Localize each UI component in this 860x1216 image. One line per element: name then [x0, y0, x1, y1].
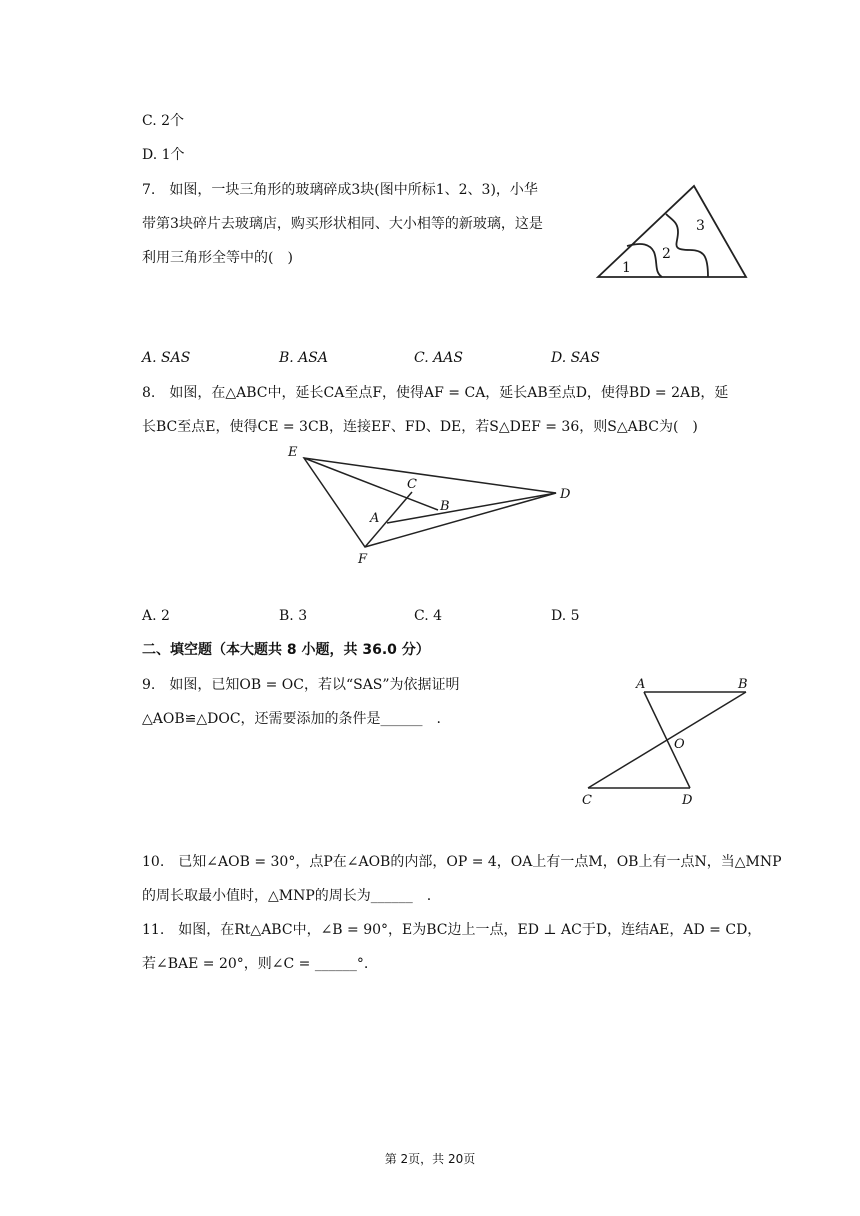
q8-triangle-figure	[280, 440, 580, 570]
option-d-prev: D. 1个	[142, 147, 185, 163]
q7-label-3: 3	[696, 218, 705, 234]
q11-line-1: 11. 如图，在Rt△ABC中，∠B = 90°，E为BC边上一点，ED ⊥ AC于D，连结AE，AD = CD，	[142, 922, 762, 938]
q11-line-2: 若∠BAE = 20°，则∠C = ______°.	[142, 956, 369, 972]
q8-label-a: A	[370, 511, 380, 526]
q7-triangle-figure	[592, 180, 752, 284]
q9-figure	[578, 674, 758, 808]
q8-option-d: D. 5	[551, 608, 580, 624]
q9-label-a: A	[636, 677, 646, 692]
page-number: 第 2页，共 20页	[384, 1152, 476, 1166]
q9-line-2: △AOB≌△DOC，还需要添加的条件是______ .	[142, 711, 442, 727]
q7-option-a: A. SAS	[142, 350, 191, 366]
q9-label-b: B	[738, 677, 748, 692]
q9-line-1: 9. 如图，已知OB = OC，若以“SAS”为依据证明	[142, 677, 460, 693]
q8-line-1: 8. 如图，在△ABC中，延长CA至点F，使得AF = CA，延长AB至点D，使得BD = 2AB，延	[142, 385, 729, 401]
q9-label-c: C	[582, 793, 592, 808]
q7-line-1: 7. 如图，一块三角形的玻璃碎成3块(图中所标1、2、3)，小华	[142, 182, 538, 198]
q8-label-d: D	[560, 487, 571, 502]
q8-option-c: C. 4	[414, 608, 443, 624]
section-heading: 二、填空题（本大题共 8 小题，共 36.0 分）	[142, 642, 430, 658]
q7-option-b: B. ASA	[279, 350, 328, 366]
q7-label-2: 2	[662, 246, 671, 262]
q8-label-c: C	[407, 477, 417, 492]
q10-line-2: 的周长取最小值时，△MNP的周长为______ .	[142, 888, 432, 904]
option-c-prev: C. 2个	[142, 113, 185, 129]
q7-option-c: C. AAS	[414, 350, 463, 366]
q10-line-1: 10. 已知∠AOB = 30°，点P在∠AOB的内部，OP = 4，OA上有一点M，OB上有一点N，当△MNP	[142, 854, 782, 870]
q7-line-3: 利用三角形全等中的( )	[142, 250, 293, 266]
q8-label-b: B	[440, 499, 450, 514]
q8-label-f: F	[358, 552, 368, 567]
q8-option-a: A. 2	[142, 608, 170, 624]
q9-label-d: D	[682, 793, 693, 808]
q8-line-2: 长BC至点E，使得CE = 3CB，连接EF、FD、DE，若S△DEF = 36，则S△ABC为( )	[142, 419, 698, 435]
q9-label-o: O	[674, 737, 685, 752]
q8-option-b: B. 3	[279, 608, 308, 624]
q8-label-e: E	[288, 445, 298, 460]
q7-label-1: 1	[622, 260, 631, 276]
q7-line-2: 带第3块碎片去玻璃店，购买形状相同、大小相等的新玻璃，这是	[142, 216, 543, 232]
q7-option-d: D. SAS	[551, 350, 600, 366]
